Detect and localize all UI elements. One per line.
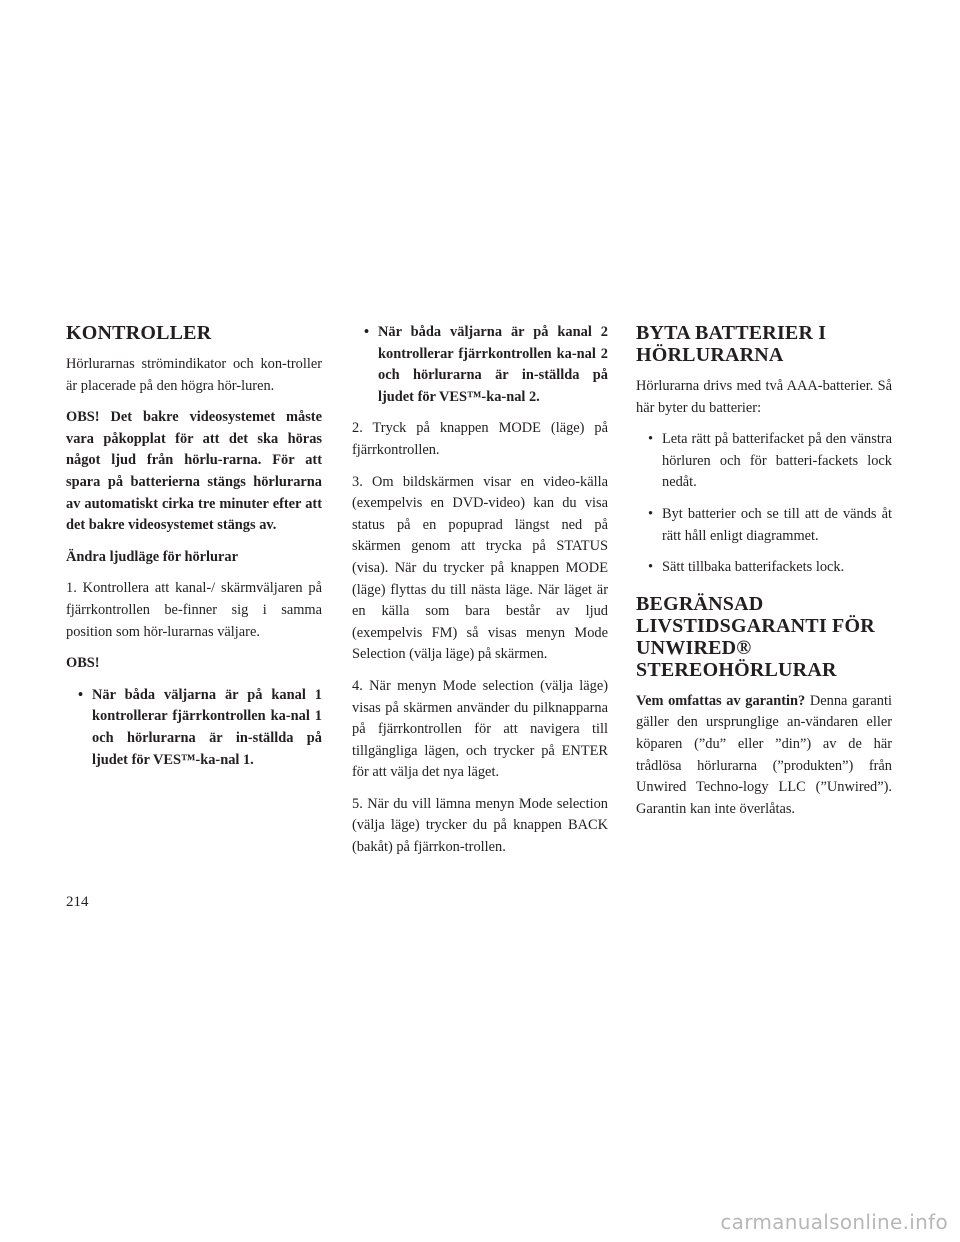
step-4-paragraph: 4. När menyn Mode selection (välja läge) visas på skärmen använder du pilknapparna på fjärrkontrollen för att navigera till tillgängliga lägen, och trycker på ENTER för att välja det nya läget. (352, 677, 608, 781)
page-number: 214 (66, 894, 89, 910)
step-1-paragraph: 1. Kontrollera att kanal-/ skärmväljaren på fjärrkontrollen be-finner sig i samma position som hör-lurarnas väljare. (66, 580, 322, 640)
step-3-paragraph: 3. Om bildskärmen visar en video-källa (exempelvis en DVD-video) kan du visa status på en popuprad längst ned på skärmen genom att trycka på STATUS (visa). När du trycker på knappen MODE (läge) flyttas du till nästa läge. När läget är en källa som bara består av ljud (exempelvis FM) så visas menyn Mode Selection (välja läge) på skärmen. (352, 473, 608, 663)
sound-mode-subheading: Ändra ljudläge för hörlurar (66, 548, 239, 565)
section-heading-kontroller: KONTROLLER (66, 322, 212, 344)
battery-step-item: • Sätt tillbaka batterifackets lock. (636, 557, 892, 579)
bullet-channel-2: • När båda väljarna är på kanal 2 kontrollerar fjärrkontrollen ka-nal 2 och hörlurarna är in-ställda på ljudet för VES™-ka-nal 2. (352, 322, 608, 408)
middle-column (352, 322, 608, 869)
bullet-channel-1: • När båda väljarna är på kanal 1 kontrollerar fjärrkontrollen ka-nal 1 och hörlurarna är in-ställda på ljudet för VES™-ka-nal 1. (66, 685, 322, 771)
section-heading-warranty: BEGRÄNSAD LIVSTIDSGARANTI FÖR UNWIRED® STEREOHÖRLURAR (636, 592, 875, 681)
warranty-paragraph (636, 691, 892, 821)
right-column (636, 322, 892, 830)
step-2-paragraph: 2. Tryck på knappen MODE (läge) på fjärrkontrollen. (352, 420, 608, 458)
channel-bullet-list-continued (352, 322, 608, 408)
warranty-text: Denna garanti gäller den ursprunglige an-vändaren eller köparen (”du” eller ”din”) av de här trådlösa hörlurarna (”produkten”) från Unwired Techno-logy LLC (”Unwired”). Garantin kan inte överlåtas. (636, 692, 892, 817)
watermark: carmanualsonline.info (720, 1210, 948, 1234)
section-heading-batteries: BYTA BATTERIER I HÖRLURARNA (636, 322, 827, 366)
warranty-lead: Vem omfattas av garantin? (636, 692, 806, 709)
controls-intro-paragraph: Hörlurarnas strömindikator och kon-troller är placerade på den högra hör-luren. (66, 356, 322, 394)
obs-note-paragraph: OBS! Det bakre videosystemet måste vara påkopplat för att det ska höras något ljud från hörlu-rarna. För att spara på batterierna stängs hörlurarna av automatiskt cirka tre minuter efter att det bakre videosystemet stängs av. (66, 409, 322, 534)
obs-label: OBS! (66, 655, 100, 672)
left-column (66, 322, 322, 781)
battery-step-item: • Leta rätt på batterifacket på den vänstra hörluren och för batteri-fackets lock nedåt. (636, 429, 892, 494)
battery-steps-list (636, 429, 892, 579)
battery-step-item: • Byt batterier och se till att de vänds åt rätt håll enligt diagrammet. (636, 504, 892, 547)
channel-bullet-list (66, 685, 322, 771)
step-5-paragraph: 5. När du vill lämna menyn Mode selection (välja läge) trycker du på knappen BACK (bakåt) på fjärrkon-trollen. (352, 795, 608, 856)
batteries-intro-paragraph: Hörlurarna drivs med två AAA-batterier. Så här byter du batterier: (636, 378, 892, 416)
